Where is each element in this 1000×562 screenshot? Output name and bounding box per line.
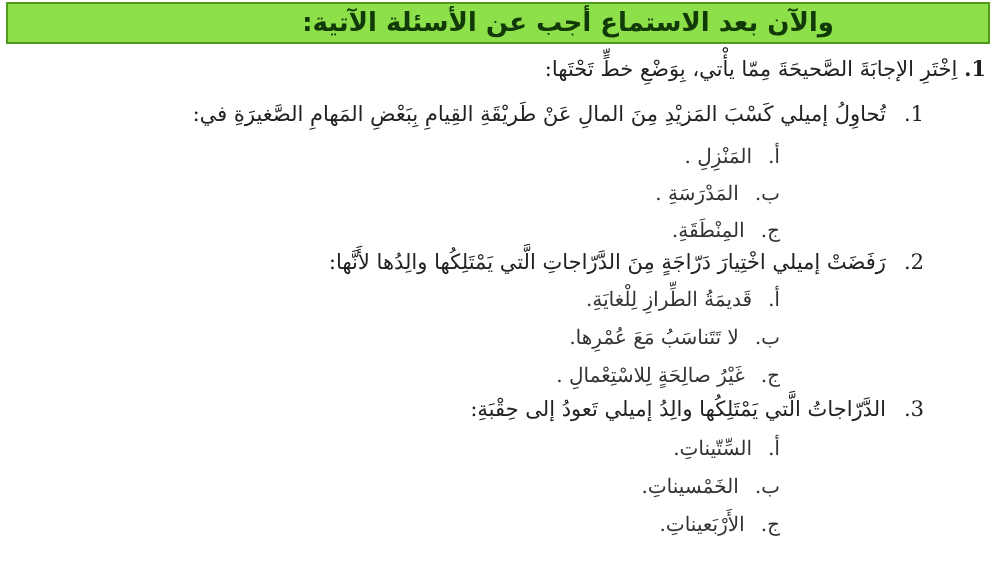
question-number: 3. — [903, 397, 924, 421]
instruction-line — [545, 56, 986, 81]
question-3 — [470, 397, 924, 421]
option-letter: ج. — [760, 512, 780, 536]
question-2-option-b[interactable] — [569, 325, 780, 349]
option-text: المِنْطَقَةِ. — [671, 218, 745, 242]
option-text: المَدْرَسَةِ . — [655, 181, 739, 205]
option-letter: ج. — [760, 363, 780, 387]
question-3-option-c[interactable] — [660, 512, 780, 536]
question-text: تُحاوِلُ إميلي كَسْبَ المَزيْدِ مِنَ المالِ عَنْ طَريْقَةِ القِيامِ بِبَعْضِ المَهامِ الصَّغيرَةِ في: — [192, 102, 886, 126]
question-2-option-a[interactable] — [586, 287, 780, 311]
instruction-number: 1. — [964, 56, 986, 81]
option-letter: أ. — [768, 436, 780, 460]
option-text: لا تَتَناسَبُ مَعَ عُمْرِها. — [569, 325, 739, 349]
option-letter: ج. — [760, 218, 780, 242]
option-letter: أ. — [768, 287, 780, 311]
option-letter: أ. — [768, 144, 780, 168]
option-text: غَيْرُ صالِحَةٍ لِلاسْتِعْمالِ . — [556, 363, 745, 387]
question-2 — [329, 250, 924, 274]
question-number: 1. — [903, 102, 924, 126]
page-title: والآن بعد الاستماع أجب عن الأسئلة الآتية: — [302, 8, 834, 38]
question-1 — [193, 102, 924, 126]
question-1-option-b[interactable] — [655, 181, 780, 205]
option-text: قَديمَةُ الطِّرازِ لِلْغايَةِ. — [586, 287, 753, 311]
question-number: 2. — [903, 250, 924, 274]
question-text: رَفَضَتْ إميلي اخْتِيارَ دَرّاجَةٍ مِنَ الدَّرّاجاتِ الَّتي يَمْتَلِكُها والِدُها لأَنَّها: — [328, 250, 886, 274]
option-letter: ب. — [754, 325, 780, 349]
option-letter: ب. — [754, 474, 780, 498]
option-text: السِّتّيناتِ. — [673, 436, 753, 460]
question-1-option-c[interactable] — [672, 218, 780, 242]
instruction-text: اِخْتَرِ الإجابَةَ الصَّحيحَةَ مِمّا يأْتي، بِوَضْعِ خطٍّ تَحْتَها: — [544, 57, 958, 81]
option-text: الأَرْبَعيناتِ. — [659, 512, 745, 536]
option-letter: ب. — [754, 181, 780, 205]
question-text: الدَّرّاجاتُ الَّتي يَمْتَلِكُها والِدُ إميلي تَعودُ إلى حِقْبَةِ: — [470, 397, 886, 421]
question-1-option-a[interactable] — [685, 144, 780, 168]
option-text: المَنْزِلِ . — [684, 144, 753, 168]
question-3-option-a[interactable] — [673, 436, 780, 460]
option-text: الخَمْسيناتِ. — [641, 474, 739, 498]
question-3-option-b[interactable] — [641, 474, 780, 498]
question-2-option-c[interactable] — [556, 363, 780, 387]
header-banner — [6, 2, 990, 44]
